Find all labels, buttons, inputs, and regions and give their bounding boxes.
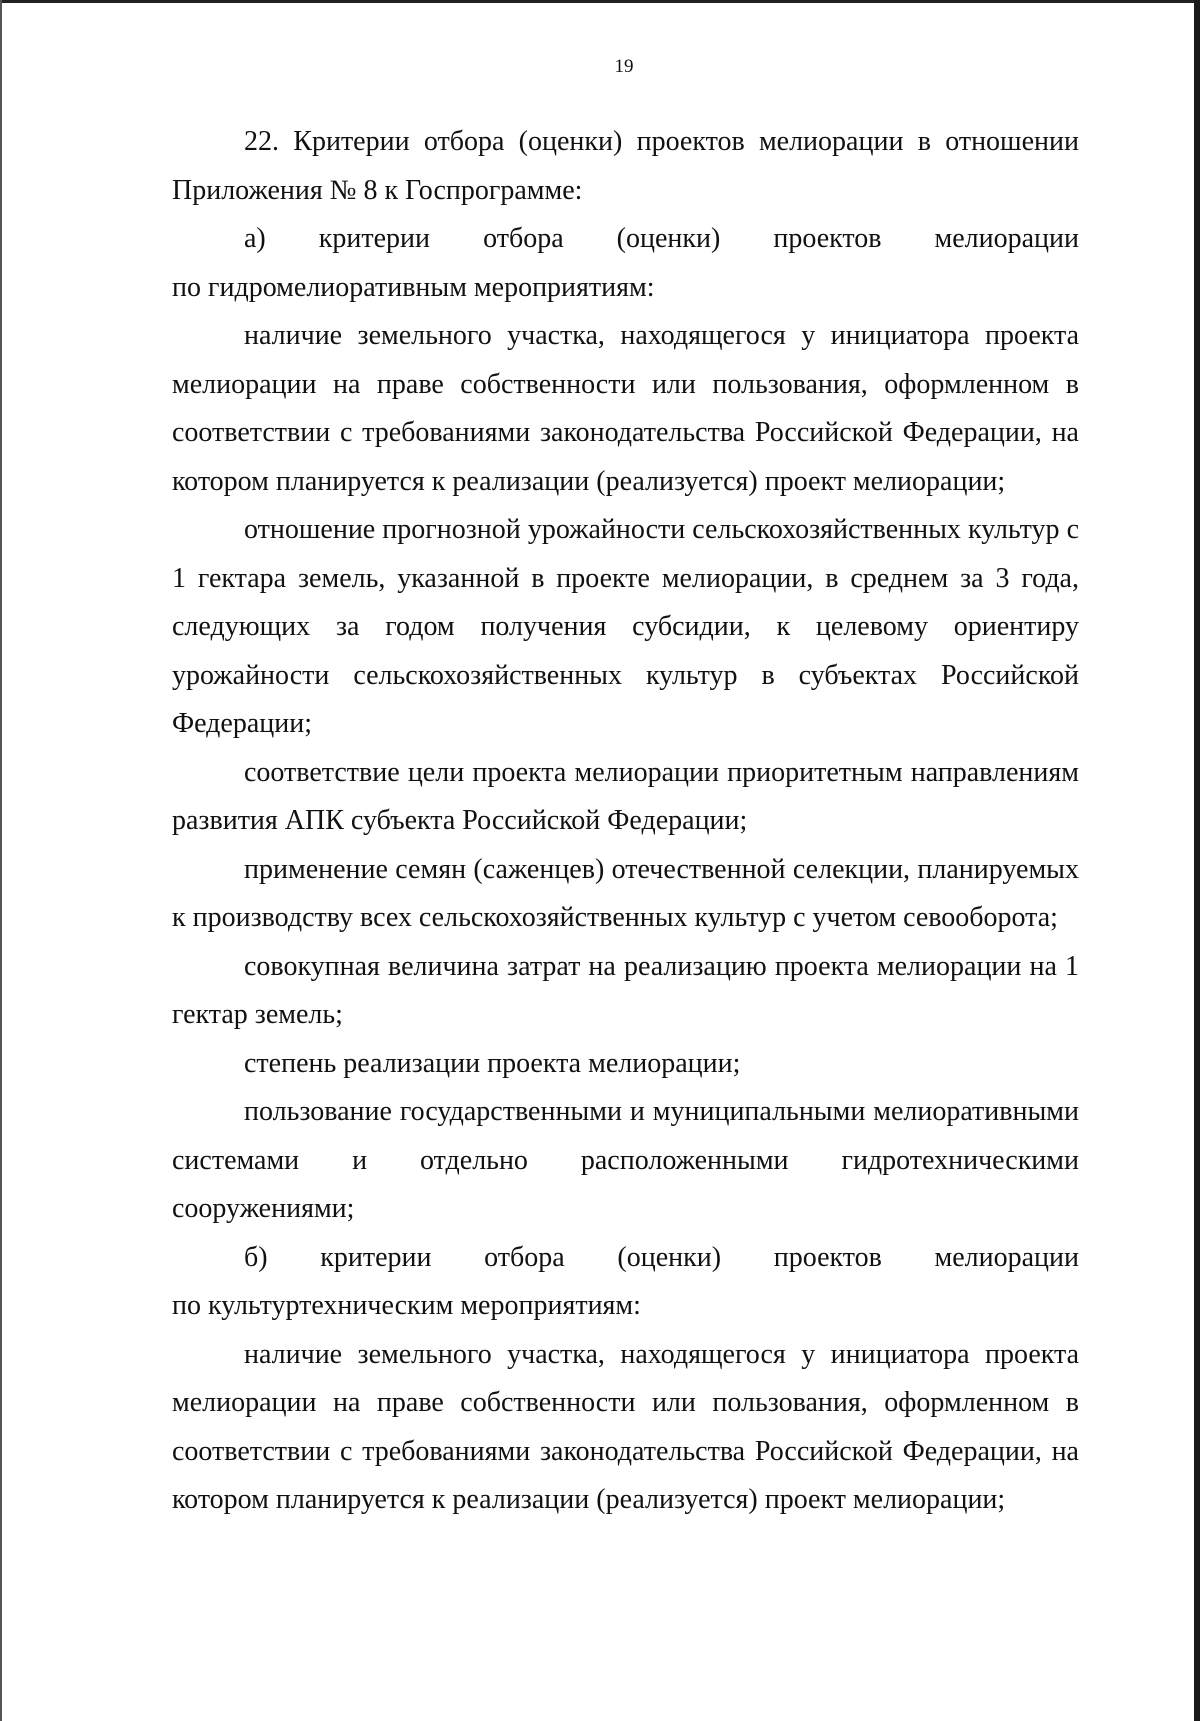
criterion-implementation-degree: степень реализации проекта мелиорации; <box>244 1047 741 1079</box>
subitem-a-heading-cont: по гидромелиоративным мероприятиям: <box>172 271 655 303</box>
scan-border-top <box>0 0 1200 3</box>
paragraph-item-22: 22. Критерии отбора (оценки) проектов мелиорации в отношении Приложения № 8 к Госпрограмме: <box>172 126 1079 206</box>
criterion-state-systems-use: пользование государственными и муниципальными мелиоративными системами и отдельно расположенными гидротехническими сооружениями; <box>172 1096 1079 1224</box>
criterion-land-plot: наличие земельного участка, находящегося у инициатора проекта мелиорации на праве собственности или пользования, оформленном в соответствии с требованиями законодательства Российской Федерации, на котором планируется к реализации (реализуется) проект мелиорации; <box>172 320 1079 497</box>
subitem-b-heading-cont: по культуртехническим мероприятиям: <box>172 1290 641 1321</box>
page-number: 19 <box>614 56 634 77</box>
criterion-total-costs: совокупная величина затрат на реализацию проекта мелиорации на 1 гектар земель; <box>172 950 1079 1030</box>
subitem-a-heading: а) критерии отбора (оценки) проектов мелиорации <box>244 223 1079 254</box>
criterion-domestic-seeds: применение семян (саженцев) отечественной селекции, планируемых к производству всех сельскохозяйственных культур с учетом севооборота; <box>172 853 1079 933</box>
criterion-yield-ratio: отношение прогнозной урожайности сельскохозяйственных культур с 1 гектара земель, указанной в проекте мелиорации, в среднем за 3 года, следующих за годом получения субсидии, к целевому ориентиру урожайности сельскохозяйственных культур в субъектах Российской Федерации; <box>172 514 1079 739</box>
criterion-priority-directions: соответствие цели проекта мелиорации приоритетным направлениям развития АПК субъекта Российской Федерации; <box>172 756 1079 836</box>
document-body <box>172 118 1079 1525</box>
criterion-land-plot-b: наличие земельного участка, находящегося у инициатора проекта мелиорации на праве собственности или пользования, оформленном в соответствии с требованиями законодательства Российской Федерации, на котором планируется к реализации (реализуется) проект мелиорации; <box>172 1338 1079 1515</box>
subitem-b-heading: б) критерии отбора (оценки) проектов мелиорации <box>244 1241 1079 1273</box>
scan-border-left <box>0 0 2 1721</box>
scan-border-right <box>1194 0 1200 1721</box>
